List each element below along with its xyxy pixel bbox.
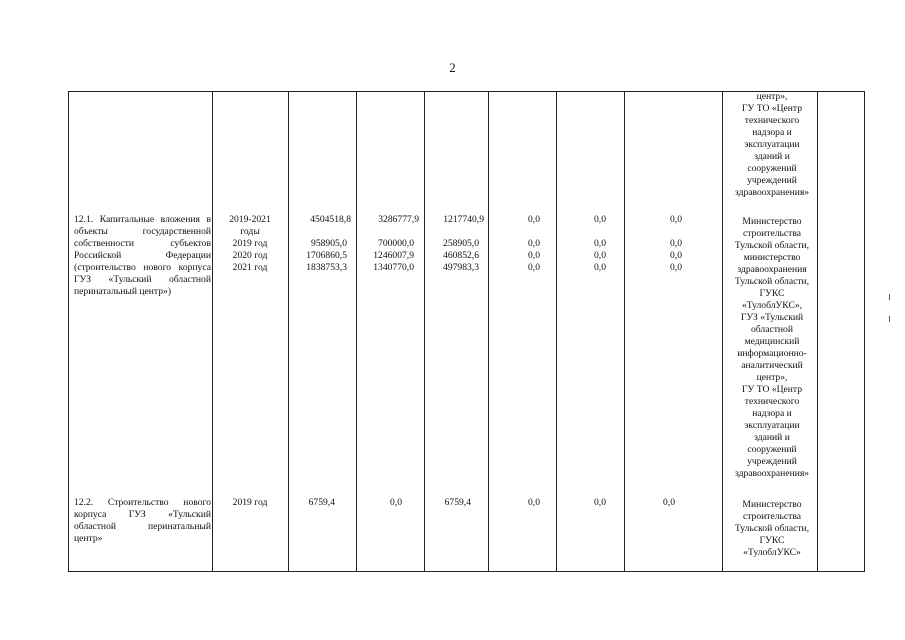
- text-line: здравоохранения»: [734, 468, 810, 479]
- responsible-cell: [726, 499, 818, 559]
- text-line: надзора и: [752, 408, 792, 419]
- value-cell: 1340770,0: [373, 262, 414, 273]
- text-line: информационно-: [737, 348, 807, 359]
- text-line: зданий и: [754, 432, 790, 443]
- value-cell: 1246007,9: [373, 250, 414, 261]
- text-line: сооружений: [747, 444, 797, 455]
- text-line: центр»,: [756, 91, 788, 102]
- responsible-continuation: [726, 91, 818, 199]
- text-line: медицинский: [744, 336, 800, 347]
- value-cell: 0,0: [594, 214, 606, 225]
- text-line: ГУКС: [759, 535, 785, 546]
- row-description: 12.2. Строительство нового корпуса ГУЗ «Тульский областной перинатальный центр»: [74, 497, 211, 544]
- table-bottom-border: [68, 571, 865, 572]
- text-line: Тульской области,: [734, 276, 810, 287]
- text-line: строительства: [742, 228, 802, 239]
- value-cell: 0,0: [594, 497, 606, 508]
- text-line: надзора и: [752, 127, 792, 138]
- text-line: Тульской области,: [734, 523, 810, 534]
- period-cell: 2020 год: [232, 250, 268, 261]
- value-cell: 4504518,8: [310, 214, 351, 225]
- text-line: «ТулоблУКС»,: [741, 300, 803, 311]
- value-cell: 0,0: [670, 214, 682, 225]
- text-line: технического: [744, 115, 800, 126]
- value-cell: 460852,6: [443, 250, 479, 261]
- value-cell: 0,0: [670, 262, 682, 273]
- value-cell: 0,0: [528, 214, 540, 225]
- text-line: ГУЗ «Тульский: [740, 312, 804, 323]
- col-line: [212, 91, 213, 572]
- value-cell: 1217740,9: [443, 214, 484, 225]
- text-line: Министерство: [742, 499, 802, 510]
- row-description: 12.1. Капитальные вложения в объекты государственной собственности субъектов Российской Федерации (строительство нового корпуса ГУЗ «Тульский областной перинатальный центр»): [74, 214, 211, 297]
- period-cell: 2019 год: [232, 497, 268, 508]
- value-cell: 0,0: [663, 497, 675, 508]
- text-line: ГУКС: [759, 288, 785, 299]
- text-line: учреждений: [747, 456, 797, 467]
- value-cell: 6759,4: [444, 497, 471, 508]
- period-cell: 2019-2021: [229, 214, 271, 225]
- text-line: зданий и: [754, 151, 790, 162]
- text-line: Тульской области,: [734, 240, 810, 251]
- text-line: здравоохранения: [737, 264, 807, 275]
- value-cell: 1706860,5: [306, 250, 347, 261]
- value-cell: 700000,0: [378, 238, 414, 249]
- text-line: ГУ ТО «Центр: [741, 384, 803, 395]
- value-cell: 958905,0: [311, 238, 347, 249]
- value-cell: 258905,0: [443, 238, 479, 249]
- text-line: центр»,: [756, 372, 788, 383]
- value-cell: 0,0: [528, 238, 540, 249]
- value-cell: 0,0: [670, 238, 682, 249]
- text-line: сооружений: [747, 163, 797, 174]
- value-cell: 497983,3: [443, 262, 479, 273]
- value-cell: 0,0: [528, 250, 540, 261]
- value-cell: 3286777,9: [378, 214, 419, 225]
- col-line: [68, 91, 69, 572]
- value-cell: 0,0: [670, 250, 682, 261]
- text-line: технического: [744, 396, 800, 407]
- text-line: строительства: [742, 511, 802, 522]
- text-line: аналитический: [741, 360, 803, 371]
- value-cell: 0,0: [594, 238, 606, 249]
- text-line: здравоохранения»: [734, 187, 810, 198]
- col-line: [722, 91, 723, 572]
- value-cell: 6759,4: [308, 497, 335, 508]
- text-line: эксплуатации: [744, 420, 800, 431]
- scan-mark: [889, 316, 890, 322]
- text-line: «ТулоблУКС»: [743, 547, 801, 558]
- scan-mark: [889, 294, 890, 300]
- value-cell: 1838753,3: [306, 262, 347, 273]
- text-line: учреждений: [747, 175, 797, 186]
- text-line: областной: [750, 324, 793, 335]
- value-cell: 0,0: [528, 262, 540, 273]
- value-cell: 0,0: [594, 262, 606, 273]
- text-line: министерство: [743, 252, 801, 263]
- period-cell: 2019 год: [232, 238, 268, 249]
- responsible-cell: [726, 216, 818, 480]
- value-cell: 0,0: [390, 497, 402, 508]
- value-cell: 0,0: [594, 250, 606, 261]
- value-cell: 0,0: [528, 497, 540, 508]
- text-line: Министерство: [742, 216, 802, 227]
- page-number: 2: [449, 60, 456, 75]
- period-cell: годы: [240, 226, 260, 237]
- text-line: эксплуатации: [744, 139, 800, 150]
- col-line: [864, 91, 865, 572]
- text-line: ГУ ТО «Центр: [741, 103, 803, 114]
- period-cell: 2021 год: [232, 262, 268, 273]
